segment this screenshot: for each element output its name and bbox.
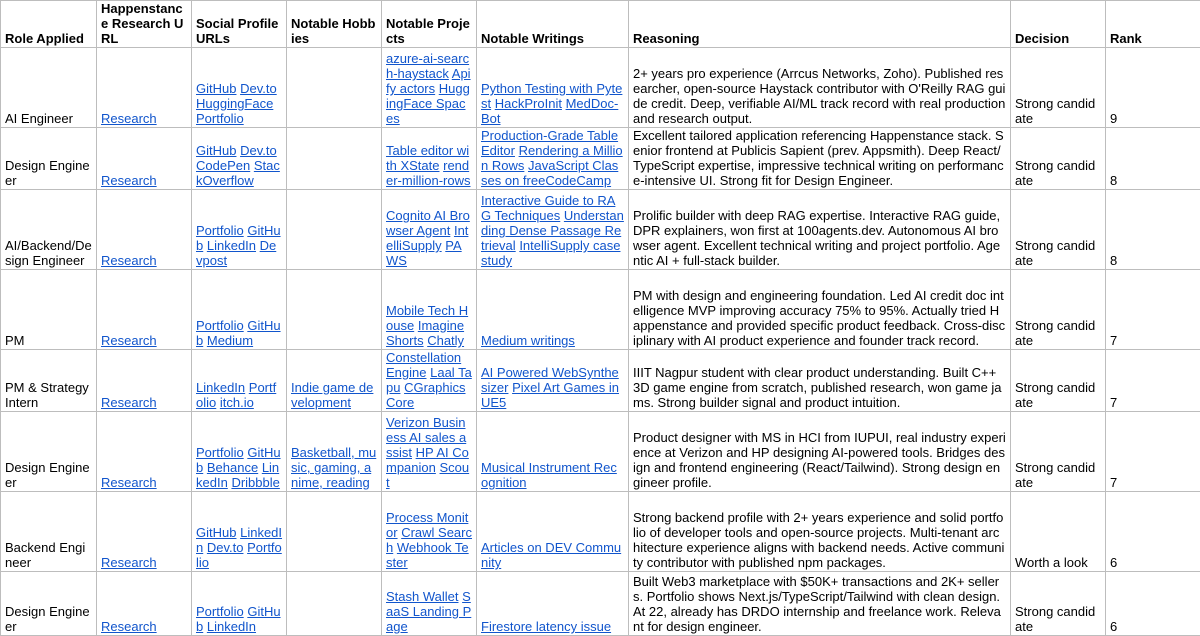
rank-cell[interactable]: 7 (1106, 270, 1200, 350)
header-research-url[interactable]: Happenstance Research URL (97, 1, 192, 48)
social-urls-cell[interactable] (192, 350, 287, 412)
hobbies-cell[interactable] (287, 270, 382, 350)
header-social[interactable]: Social Profile URLs (192, 1, 287, 48)
social-profile-link[interactable]: CodePen (196, 158, 250, 173)
decision-cell[interactable]: Strong candidate (1011, 128, 1106, 190)
social-urls-cell[interactable] (192, 492, 287, 572)
social-profile-link[interactable]: Portfolio (196, 223, 244, 238)
table-row (1, 412, 1200, 492)
writings-cell[interactable] (477, 492, 629, 572)
social-profile-link[interactable]: StackOverflow (196, 158, 280, 188)
header-decision[interactable]: Decision (1011, 1, 1106, 48)
role-cell[interactable]: PM & Strategy Intern (1, 350, 97, 412)
writings-cell[interactable] (477, 270, 629, 350)
hobbies-cell[interactable] (287, 350, 382, 412)
role-cell[interactable]: Design Engineer (1, 412, 97, 492)
hobbies-cell[interactable] (287, 572, 382, 636)
writing-link[interactable]: Firestore latency issue (481, 619, 611, 634)
project-link[interactable]: IntelliSupply (386, 223, 468, 253)
research-url-cell[interactable] (97, 270, 192, 350)
project-link[interactable]: Webhook Tester (386, 540, 469, 570)
header-role[interactable]: Role Applied (1, 1, 97, 48)
table-row (1, 190, 1200, 270)
table-row (1, 128, 1200, 190)
social-profile-link[interactable]: Portfolio (196, 604, 244, 619)
hobbies-cell[interactable] (287, 412, 382, 492)
writing-link[interactable]: AI Powered WebSynthesizer (481, 365, 619, 395)
project-link[interactable]: Scout (386, 460, 469, 490)
writings-cell[interactable] (477, 412, 629, 492)
writing-link[interactable]: JavaScript Classes on freeCodeCamp (481, 158, 618, 188)
project-link[interactable]: Cognito AI Browser Agent (386, 208, 470, 238)
social-urls-cell[interactable] (192, 128, 287, 190)
decision-cell[interactable]: Worth a look (1011, 492, 1106, 572)
writing-link[interactable]: Rendering a Million Rows (481, 143, 623, 173)
writing-link[interactable]: Musical Instrument Recognition (481, 460, 617, 490)
research-link[interactable]: Research (101, 253, 157, 268)
project-link[interactable]: Laal Tapu (386, 365, 472, 395)
social-profile-link[interactable]: GitHub (196, 223, 281, 253)
research-link[interactable]: Research (101, 111, 157, 126)
project-link[interactable]: PAWS (386, 238, 462, 268)
social-profile-link[interactable]: GitHub (196, 143, 236, 158)
writings-cell[interactable] (477, 350, 629, 412)
project-link[interactable]: Stash Wallet (386, 589, 459, 604)
project-link[interactable]: Table editor with XState (386, 143, 469, 173)
research-url-cell[interactable] (97, 128, 192, 190)
project-link[interactable]: render-million-rows (386, 158, 471, 188)
social-urls-cell[interactable] (192, 190, 287, 270)
social-profile-link[interactable]: Portfolio (196, 318, 244, 333)
writings-cell[interactable] (477, 572, 629, 636)
social-profile-link[interactable]: Portfolio (196, 540, 282, 570)
projects-cell[interactable] (382, 492, 477, 572)
reasoning-cell[interactable]: IIIT Nagpur student with clear product understanding. Built C++ 3D game engine from scratch, published research, won game jams. Strong builder signal and product intuition. (629, 350, 1011, 412)
rank-cell[interactable]: 9 (1106, 48, 1200, 128)
social-profile-link[interactable]: HuggingFace (196, 96, 273, 111)
role-cell[interactable]: AI Engineer (1, 48, 97, 128)
project-link[interactable]: Constellation Engine (386, 350, 461, 380)
research-url-cell[interactable] (97, 48, 192, 128)
projects-cell[interactable] (382, 350, 477, 412)
project-link[interactable]: Mobile Tech House (386, 303, 468, 333)
writing-link[interactable]: HackProInit (495, 96, 562, 111)
rank-cell[interactable]: 8 (1106, 128, 1200, 190)
rank-cell[interactable]: 6 (1106, 572, 1200, 636)
social-profile-link[interactable]: LinkedIn (196, 380, 245, 395)
research-link[interactable]: Research (101, 619, 157, 634)
social-profile-link[interactable]: Dev.to (240, 81, 277, 96)
social-profile-link[interactable]: LinkedIn (196, 525, 282, 555)
rank-cell[interactable]: 7 (1106, 412, 1200, 492)
writings-cell[interactable] (477, 48, 629, 128)
projects-cell[interactable] (382, 48, 477, 128)
writing-link[interactable]: Production-Grade Table Editor (481, 128, 618, 158)
header-reasoning[interactable]: Reasoning (629, 1, 1011, 48)
social-urls-cell[interactable] (192, 412, 287, 492)
reasoning-cell[interactable]: 2+ years pro experience (Arrcus Networks, Zoho). Published researcher, open-source Haystack contributor with O'Reilly RAG guide credit. Deep, verifiable AI/ML track record with real production and research output. (629, 48, 1011, 128)
reasoning-cell[interactable]: Excellent tailored application referencing Happenstance stack. Senior frontend at Publicis Sapient (prev. Appsmith). Deep React/TypeScript expertise, impressive technical writing on performance-intensive UI. Strong fit for Design Engineer. (629, 128, 1011, 190)
project-link[interactable]: HP AI Companion (386, 445, 469, 475)
research-url-cell[interactable] (97, 350, 192, 412)
social-profile-link[interactable]: LinkedIn (196, 460, 279, 490)
writing-link[interactable]: Interactive Guide to RAG Techniques (481, 193, 615, 223)
project-link[interactable]: CGraphicsCore (386, 380, 466, 410)
social-profile-link[interactable]: GitHub (196, 81, 236, 96)
header-row (1, 1, 1200, 48)
project-link[interactable]: SaaS Landing Page (386, 589, 471, 634)
projects-cell[interactable] (382, 412, 477, 492)
rank-cell[interactable]: 7 (1106, 350, 1200, 412)
writing-link[interactable]: Understanding Dense Passage Retrieval (481, 208, 624, 253)
hobbies-cell[interactable] (287, 128, 382, 190)
social-profile-link[interactable]: LinkedIn (207, 619, 256, 634)
social-profile-link[interactable]: itch.io (220, 395, 254, 410)
projects-cell[interactable] (382, 572, 477, 636)
hobbies-cell[interactable] (287, 190, 382, 270)
writings-cell[interactable] (477, 190, 629, 270)
social-urls-cell[interactable] (192, 572, 287, 636)
social-profile-link[interactable]: LinkedIn (207, 238, 256, 253)
role-cell[interactable]: PM (1, 270, 97, 350)
hobby-link[interactable]: Basketball, music, gaming, anime, reading (291, 445, 376, 490)
decision-cell[interactable]: Strong candidate (1011, 190, 1106, 270)
writings-cell[interactable] (477, 128, 629, 190)
header-projects[interactable]: Notable Projects (382, 1, 477, 48)
research-link[interactable]: Research (101, 173, 157, 188)
research-url-cell[interactable] (97, 412, 192, 492)
research-link[interactable]: Research (101, 333, 157, 348)
social-profile-link[interactable]: Portfolio (196, 111, 244, 126)
project-link[interactable]: Process Monitor (386, 510, 468, 540)
social-profile-link[interactable]: Dev.to (207, 540, 244, 555)
table-row (1, 572, 1200, 636)
writing-link[interactable]: Python Testing with Pytest (481, 81, 622, 111)
social-profile-link[interactable]: Dev.to (240, 143, 277, 158)
role-cell[interactable]: AI/Backend/Design Engineer (1, 190, 97, 270)
role-cell[interactable]: Design Engineer (1, 128, 97, 190)
hobbies-cell[interactable] (287, 492, 382, 572)
research-url-cell[interactable] (97, 190, 192, 270)
social-urls-cell[interactable] (192, 48, 287, 128)
reasoning-cell[interactable]: Product designer with MS in HCI from IUPUI, real industry experience at Verizon and HP designing AI-powered tools. Bridges design and frontend engineering (React/Tailwind). Strong design engineer profile. (629, 412, 1011, 492)
decision-cell[interactable]: Strong candidate (1011, 270, 1106, 350)
research-link[interactable]: Research (101, 555, 157, 570)
header-hobbies[interactable]: Notable Hobbies (287, 1, 382, 48)
table-row (1, 270, 1200, 350)
writing-link[interactable]: IntelliSupply case study (481, 238, 620, 268)
rank-cell[interactable]: 8 (1106, 190, 1200, 270)
social-profile-link[interactable]: Behance (207, 460, 258, 475)
reasoning-cell[interactable]: Strong backend profile with 2+ years experience and solid portfolio of developer tools and open-source projects. Multi-tenant architecture experience aligns with backend needs. Active community contributor with published npm packages. (629, 492, 1011, 572)
reasoning-cell[interactable]: PM with design and engineering foundation. Led AI credit doc intelligence MVP improving accuracy 75% to 95%. Actually tried Happenstance and provided specific product feedback. Cross-disciplinary with AI product experience and founder track record. (629, 270, 1011, 350)
projects-cell[interactable] (382, 190, 477, 270)
social-profile-link[interactable]: GitHub (196, 604, 281, 634)
reasoning-cell[interactable]: Prolific builder with deep RAG expertise. Interactive RAG guide, DPR explainers, won first at 100agents.dev. Autonomous AI browser agent. Excellent technical writing and project portfolio. Agentic AI + full-stack builder. (629, 190, 1011, 270)
research-link[interactable]: Research (101, 475, 157, 490)
research-link[interactable]: Research (101, 395, 157, 410)
project-link[interactable]: Verizon Business AI sales assist (386, 415, 466, 460)
writing-link[interactable]: MedDoc-Bot (481, 96, 618, 126)
header-rank[interactable]: Rank (1106, 1, 1200, 48)
table-row (1, 350, 1200, 412)
social-profile-link[interactable]: GitHub (196, 525, 236, 540)
social-profile-link[interactable]: GitHub (196, 318, 281, 348)
hobbies-cell[interactable] (287, 48, 382, 128)
header-writings[interactable]: Notable Writings (477, 1, 629, 48)
project-link[interactable]: Chatly (427, 333, 464, 348)
project-link[interactable]: azure-ai-search-haystack (386, 51, 469, 81)
research-url-cell[interactable] (97, 572, 192, 636)
writing-link[interactable]: Pixel Art Games in UE5 (481, 380, 619, 410)
table-row (1, 48, 1200, 128)
reasoning-cell[interactable]: Built Web3 marketplace with $50K+ transactions and 2K+ sellers. Portfolio shows Next.js/TypeScript/Tailwind with clean design. At 22, already has DRDO internship and freelance work. Relevant for design engineer. (629, 572, 1011, 636)
writing-link[interactable]: Medium writings (481, 333, 575, 348)
hobby-link[interactable]: Indie game development (291, 380, 373, 410)
research-url-cell[interactable] (97, 492, 192, 572)
table-row (1, 492, 1200, 572)
project-link[interactable]: Crawl Search (386, 525, 472, 555)
social-profile-link[interactable]: GitHub (196, 445, 281, 475)
projects-cell[interactable] (382, 270, 477, 350)
decision-cell[interactable]: Strong candidate (1011, 412, 1106, 492)
social-profile-link[interactable]: Portfolio (196, 380, 276, 410)
writing-link[interactable]: Articles on DEV Community (481, 540, 621, 570)
projects-cell[interactable] (382, 128, 477, 190)
decision-cell[interactable]: Strong candidate (1011, 572, 1106, 636)
social-profile-link[interactable]: Portfolio (196, 445, 244, 460)
project-link[interactable]: Imagine Shorts (386, 318, 464, 348)
project-link[interactable]: HuggingFace Spaces (386, 81, 470, 126)
rank-cell[interactable]: 6 (1106, 492, 1200, 572)
project-link[interactable]: Apify actors (386, 66, 471, 96)
social-profile-link[interactable]: Dribbble (231, 475, 279, 490)
decision-cell[interactable]: Strong candidate (1011, 48, 1106, 128)
decision-cell[interactable]: Strong candidate (1011, 350, 1106, 412)
role-cell[interactable]: Design Engineer (1, 572, 97, 636)
social-profile-link[interactable]: Medium (207, 333, 253, 348)
social-urls-cell[interactable] (192, 270, 287, 350)
social-profile-link[interactable]: Devpost (196, 238, 276, 268)
sheet-body (1, 48, 1200, 636)
role-cell[interactable]: Backend Engineer (1, 492, 97, 572)
